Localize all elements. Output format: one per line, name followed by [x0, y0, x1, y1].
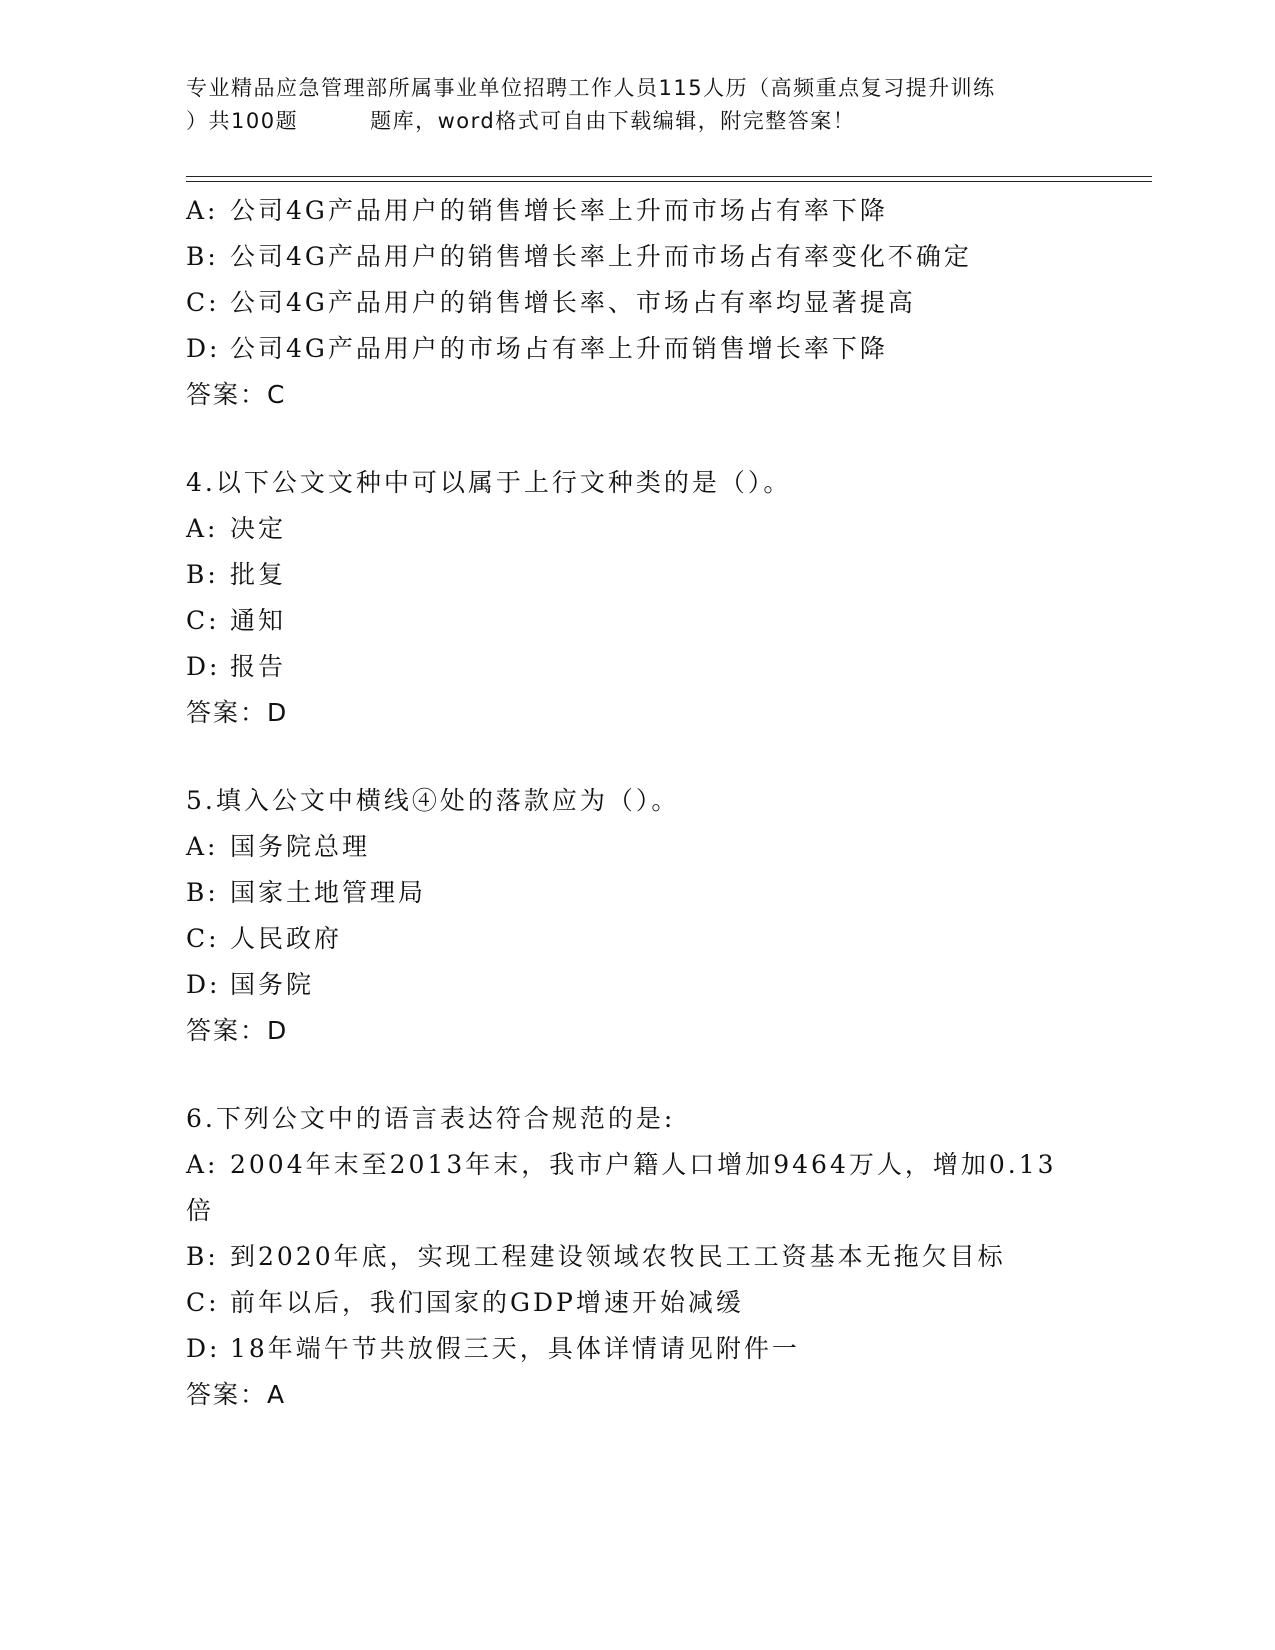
option-c — [186, 598, 1086, 644]
document-header — [186, 72, 1106, 138]
option-label: C: — [186, 288, 220, 317]
option-text: 18年端午节共放假三天，具体详情请见附件一 — [230, 1334, 800, 1363]
option-text: 批复 — [230, 560, 287, 589]
option-b — [186, 552, 1086, 598]
option-text: 报告 — [230, 652, 287, 681]
option-c — [186, 916, 1086, 962]
option-a-continuation: 倍 — [186, 1196, 215, 1225]
option-text: 国务院总理 — [230, 832, 371, 861]
option-d — [186, 962, 1086, 1008]
question-4-block — [186, 460, 1086, 736]
answer-line: 答案：D — [186, 698, 289, 727]
option-a — [186, 824, 1086, 870]
option-text: 国务院 — [230, 970, 315, 999]
header-divider-top — [186, 176, 1152, 177]
answer-line: 答案：A — [186, 1380, 287, 1409]
option-label: A: — [186, 832, 219, 861]
question-list — [186, 188, 1086, 1418]
question-text: 5.填入公文中横线④处的落款应为（）。 — [186, 786, 680, 815]
option-text: 公司4G产品用户的销售增长率、市场占有率均显著提高 — [230, 288, 916, 317]
option-text: 到2020年底，实现工程建设领域农牧民工工资基本无拖欠目标 — [230, 1242, 1006, 1271]
option-label: C: — [186, 606, 220, 635]
question-6-block — [186, 1096, 1086, 1418]
option-text: 通知 — [230, 606, 287, 635]
question-text: 4.以下公文文种中可以属于上行文种类的是（）。 — [186, 468, 792, 497]
option-c — [186, 280, 1086, 326]
option-label: D: — [186, 652, 221, 681]
answer-line: 答案：D — [186, 1016, 289, 1045]
option-d — [186, 1326, 1086, 1372]
option-b — [186, 870, 1086, 916]
header-title-line-1: 专业精品应急管理部所属事业单位招聘工作人员115人历（高频重点复习提升训练 — [186, 76, 996, 100]
option-label: B: — [186, 560, 219, 589]
option-label: D: — [186, 1334, 221, 1363]
option-label: B: — [186, 878, 219, 907]
header-title-part-1: ）共100题 — [186, 109, 299, 133]
option-text: 2004年末至2013年末，我市户籍人口增加9464万人，增加0.13 — [230, 1150, 1057, 1179]
question-3-block — [186, 188, 1086, 418]
option-d — [186, 644, 1086, 690]
option-b — [186, 234, 1086, 280]
option-text: 国家土地管理局 — [230, 878, 427, 907]
option-label: D: — [186, 334, 221, 363]
option-d — [186, 326, 1086, 372]
option-label: B: — [186, 242, 219, 271]
option-c — [186, 1280, 1086, 1326]
option-text: 决定 — [230, 514, 287, 543]
option-text: 公司4G产品用户的市场占有率上升而销售增长率下降 — [230, 334, 888, 363]
option-label: A: — [186, 196, 219, 225]
option-label: D: — [186, 970, 221, 999]
option-label: B: — [186, 1242, 219, 1271]
option-b — [186, 1234, 1086, 1280]
header-title-part-2: 题库，word格式可自由下载编辑，附完整答案！ — [370, 109, 856, 133]
option-a — [186, 1142, 1086, 1188]
option-a — [186, 188, 1086, 234]
question-text: 6.下列公文中的语言表达符合规范的是: — [186, 1104, 676, 1133]
question-5-block — [186, 778, 1086, 1054]
header-title-line-2 — [186, 105, 1106, 138]
answer-line: 答案：C — [186, 380, 287, 409]
option-label: C: — [186, 1288, 220, 1317]
option-label: A: — [186, 1150, 219, 1179]
option-label: C: — [186, 924, 220, 953]
header-divider-bottom — [186, 181, 1152, 182]
option-text: 前年以后，我们国家的GDP增速开始减缓 — [230, 1288, 744, 1317]
option-label: A: — [186, 514, 219, 543]
option-text: 公司4G产品用户的销售增长率上升而市场占有率下降 — [230, 196, 888, 225]
option-text: 人民政府 — [230, 924, 343, 953]
option-text: 公司4G产品用户的销售增长率上升而市场占有率变化不确定 — [230, 242, 972, 271]
option-a — [186, 506, 1086, 552]
